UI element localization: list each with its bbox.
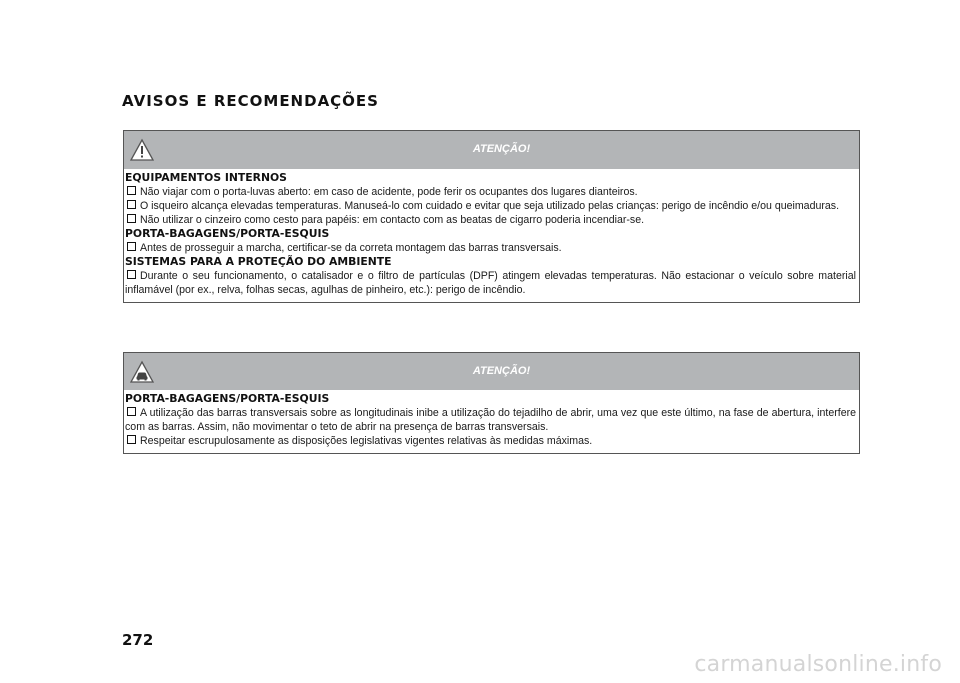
warning-box-1	[123, 130, 860, 303]
warning-title: ATENÇÃO!	[472, 365, 531, 377]
watermark: carmanualsonline.info	[694, 652, 942, 677]
warning-body	[124, 390, 859, 453]
page-number: 272	[122, 631, 154, 649]
list-item	[125, 185, 856, 199]
warning-box-2	[123, 352, 860, 454]
list-item	[125, 434, 856, 448]
bullet-icon	[127, 270, 135, 279]
bullet-icon	[127, 200, 135, 209]
bullet-icon	[127, 186, 135, 195]
bullet-icon	[127, 242, 135, 251]
section-heading: PORTA-BAGAGENS/PORTA-ESQUIS	[125, 392, 330, 405]
warning-title: ATENÇÃO!	[472, 143, 531, 155]
list-item	[125, 199, 856, 213]
page-title: AVISOS E RECOMENDAÇÕES	[122, 92, 379, 110]
item-text: Respeitar escrupulosamente as disposições legislativas vigentes relativas às medidas máximas.	[140, 435, 593, 447]
warning-header	[124, 353, 859, 390]
warning-body	[124, 169, 859, 302]
list-item	[125, 269, 856, 297]
item-text: A utilização das barras transversais sobre as longitudinais inibe a utilização do tejadilho de abrir, uma vez que este último, na fase de abertura, interfere com as barras. Assim, não movimentar o teto de abrir na presença de barras transversais.	[125, 407, 856, 433]
list-item	[125, 406, 856, 434]
bullet-icon	[127, 435, 135, 444]
list-item	[125, 213, 856, 227]
section-heading: SISTEMAS PARA A PROTEÇÃO DO AMBIENTE	[125, 255, 392, 268]
list-item	[125, 241, 856, 255]
bullet-icon	[127, 407, 135, 416]
section-heading: PORTA-BAGAGENS/PORTA-ESQUIS	[125, 227, 330, 240]
bullet-icon	[127, 214, 135, 223]
item-text: Antes de prosseguir a marcha, certificar-se da correta montagem das barras transversais.	[140, 242, 562, 254]
item-text: O isqueiro alcança elevadas temperaturas. Manuseá-lo com cuidado e evitar que seja utilizado pelas crianças: perigo de incêndio e/ou queimaduras.	[140, 200, 840, 212]
item-text: Não viajar com o porta-luvas aberto: em caso de acidente, pode ferir os ocupantes dos lugares dianteiros.	[140, 186, 638, 198]
warning-header	[124, 131, 859, 169]
item-text: Não utilizar o cinzeiro como cesto para papéis: em contacto com as beatas de cigarro poderia incendiar-se.	[140, 214, 645, 226]
section-heading: EQUIPAMENTOS INTERNOS	[125, 171, 287, 184]
item-text: Durante o seu funcionamento, o catalisador e o filtro de partículas (DPF) atingem elevadas temperaturas. Não estacionar o veículo sobre material inflamável (por ex., relva, folhas secas, agulhas de pinheiro, etc.): perigo de incêndio.	[125, 270, 856, 296]
